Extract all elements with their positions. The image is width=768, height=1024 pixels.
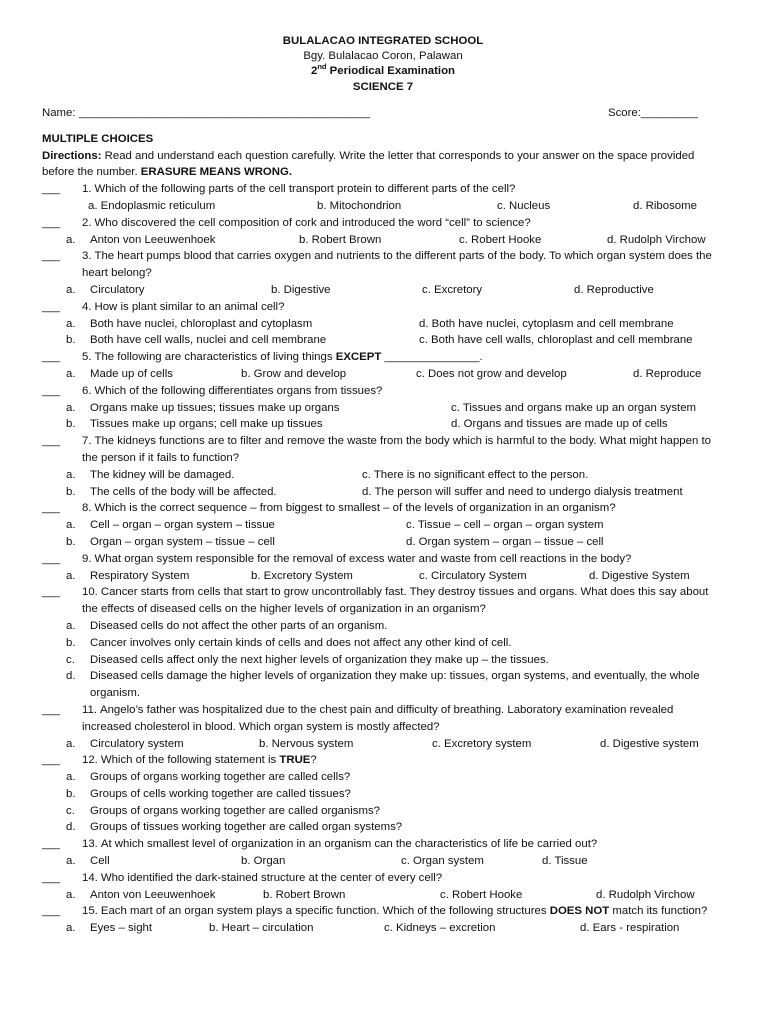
question-13 <box>42 836 724 853</box>
question-number: 6. <box>82 384 92 397</box>
choice-letter: a. <box>66 569 76 582</box>
question-text: The following are characteristics of living things <box>94 351 336 364</box>
question-text: The heart pumps blood that carries oxygen and nutrients to the different parts of the body. To which organ system does the heart belong? <box>82 250 712 280</box>
answer-blank[interactable]: ___ <box>42 871 60 884</box>
question-number: 4. <box>82 300 92 313</box>
answer-blank[interactable]: ___ <box>42 250 60 263</box>
question-number: 8. <box>82 502 92 515</box>
choice-b: b. Nervous system <box>259 737 354 750</box>
question-text: At which smallest level of organization in an organism can the characteristics of life be carried out? <box>100 838 598 851</box>
choice-a: Anton von Leeuwenhoek <box>90 233 216 246</box>
choice-b: b. Organ <box>241 855 286 868</box>
choice-b <box>42 635 724 652</box>
name-score-row <box>42 105 724 121</box>
question-6 <box>42 383 724 400</box>
question-number: 5. <box>82 351 92 364</box>
choice-d: d. Tissue <box>542 855 588 868</box>
choice-c: c. Organ system <box>401 855 484 868</box>
choice-d: d. Rudolph Virchow <box>607 233 706 246</box>
choice-c: c. Nucleus <box>497 200 551 212</box>
question-number: 7. <box>82 435 92 448</box>
choice-text: Groups of tissues working together are called organ systems? <box>90 821 403 834</box>
choice-a: Anton von Leeuwenhoek <box>90 888 216 901</box>
question-number: 13. <box>82 838 98 851</box>
exam-title: 2nd Periodical Examination <box>310 62 456 78</box>
answer-blank[interactable]: ___ <box>42 905 60 918</box>
choice-b: b. Robert Brown <box>263 888 346 901</box>
choice-d: d. Digestive System <box>589 569 690 582</box>
choice-c: c. Kidneys – excretion <box>384 922 496 935</box>
choice-text: Diseased cells damage the higher levels of organization they make up: tissues, organ systems, and eventually, the whole organism. <box>90 670 700 700</box>
answer-blank[interactable]: ___ <box>42 435 60 448</box>
choice-row <box>42 316 724 333</box>
answer-blank[interactable]: ___ <box>42 838 60 851</box>
choice-b: b. Robert Brown <box>299 233 382 246</box>
question-number: 14. <box>82 871 98 884</box>
choice-a: a. Endoplasmic reticulum <box>88 200 216 212</box>
question-text: Which is the correct sequence – from biggest to smallest – of the levels of organization in an organism? <box>94 502 616 515</box>
question-7 <box>42 433 724 467</box>
choice-row <box>42 853 724 870</box>
question-number: 3. <box>82 250 92 263</box>
choice-item: c. There is no significant effect to the person. <box>362 468 589 481</box>
choice-b <box>42 786 724 803</box>
choice-text: Groups of cells working together are called tissues? <box>90 787 351 800</box>
choice-a: Respiratory System <box>90 569 190 582</box>
choice-letter: c. <box>66 804 75 817</box>
choice-text: Diseased cells affect only the next higher levels of organization they make up – the tissues. <box>90 653 549 666</box>
section-title: MULTIPLE CHOICES <box>42 132 154 145</box>
choice-letter: a. <box>66 771 76 784</box>
choice-row <box>42 282 724 299</box>
choice-letter: a. <box>66 519 76 532</box>
question-number: 1. <box>82 183 92 196</box>
choice-a <box>42 769 724 786</box>
choice-letter: c. <box>66 653 75 666</box>
question-8 <box>42 500 724 517</box>
answer-blank[interactable]: ___ <box>42 586 60 599</box>
question-text: Who identified the dark-stained structure at the center of every cell? <box>100 871 443 884</box>
question-text: Cancer starts from cells that start to grow uncontrollably fast. They destroy tissues and organs. What does this say about the effects of diseased cells on the higher levels of organization in an organism? <box>82 586 709 616</box>
score-field: Score:_________ <box>608 106 698 119</box>
choice-b: b. Digestive <box>271 283 331 296</box>
choice-text: Groups of organs working together are called organisms? <box>90 804 380 817</box>
choice-item: d. Both have nuclei, cytoplasm and cell membrane <box>419 317 674 330</box>
question-11 <box>42 702 724 736</box>
choice-letter: d. <box>66 821 76 834</box>
question-5 <box>42 349 724 366</box>
choice-item: Both have nuclei, chloroplast and cytoplasm <box>90 317 313 330</box>
answer-blank[interactable]: ___ <box>42 552 60 565</box>
choice-item: c. Tissue – cell – organ – organ system <box>406 519 604 532</box>
question-text: How is plant similar to an animal cell? <box>94 300 285 313</box>
question-2 <box>42 215 724 232</box>
choice-row <box>42 534 724 551</box>
question-number: 10. <box>82 586 98 599</box>
question-text: Which of the following parts of the cell transport protein to different parts of the cell? <box>94 183 516 196</box>
choice-row <box>42 400 724 417</box>
choice-d <box>42 819 724 836</box>
choice-letter: a. <box>66 283 76 296</box>
question-text-end: match its function? <box>609 905 708 918</box>
choice-item: c. Both have cell walls, chloroplast and cell membrane <box>419 334 693 347</box>
choice-row <box>42 920 724 937</box>
choice-letter: a. <box>66 367 76 380</box>
choice-d: d. Reproduce <box>633 367 702 380</box>
choice-letter: b. <box>66 485 76 498</box>
school-address: Bgy. Bulalacao Coron, Palawan <box>303 50 463 63</box>
answer-blank[interactable]: ___ <box>42 754 60 767</box>
school-name: BULALACAO INTEGRATED SCHOOL <box>282 35 484 47</box>
directions: Directions: Read and understand each question carefully. Write the letter that corresponds to your answer on the space provided before the number. ERASURE MEANS WRONG. <box>42 149 695 179</box>
exam-header <box>42 34 724 95</box>
choice-d: d. Digestive system <box>600 737 699 750</box>
choice-letter: a. <box>66 468 76 481</box>
choice-item: d. Organ system – organ – tissue – cell <box>406 535 604 548</box>
question-14 <box>42 870 724 887</box>
choice-letter: a. <box>66 737 76 750</box>
question-4 <box>42 299 724 316</box>
choice-row <box>42 416 724 433</box>
choice-d: d. Ears - respiration <box>580 922 680 935</box>
question-text: Which of the following statement is <box>100 754 280 767</box>
choice-item: The cells of the body will be affected. <box>90 485 277 498</box>
question-text: Angelo’s father was hospitalized due to the chest pain and difficulty of breathing. Laboratory examination revealed increased cholesterol in blood. Which organ system is mostly affected? <box>82 703 674 733</box>
choice-c <box>42 652 724 669</box>
answer-blank[interactable]: ___ <box>42 183 60 196</box>
question-emphasis: TRUE <box>279 754 311 767</box>
question-text: The kidneys functions are to filter and remove the waste from the body which is harmful to the body. What might happen to the person if it fails to function? <box>82 435 711 464</box>
question-text: Who discovered the cell composition of cork and introduced the word “cell” to science? <box>94 216 531 229</box>
choice-item: d. The person will suffer and need to undergo dialysis treatment <box>362 485 683 498</box>
question-number: 2. <box>82 216 92 229</box>
choice-item: Tissues make up organs; cell make up tissues <box>90 418 323 431</box>
choice-b: b. Mitochondrion <box>317 200 402 212</box>
choice-row <box>42 736 724 753</box>
choice-item: c. Tissues and organs make up an organ system <box>451 401 697 414</box>
choice-text: Diseased cells do not affect the other parts of an organism. <box>90 619 388 632</box>
choice-row <box>42 232 724 249</box>
choice-a <box>42 618 724 635</box>
choice-letter: b. <box>66 334 76 347</box>
choice-a: Cell <box>90 855 110 868</box>
name-field: Name: ______________________________________________ <box>42 106 371 119</box>
question-emphasis: EXCEPT <box>335 351 382 364</box>
choice-item: Organs make up tissues; tissues make up organs <box>90 401 340 414</box>
choice-c <box>42 803 724 820</box>
question-list <box>42 181 724 937</box>
question-number: 9. <box>82 552 92 565</box>
choice-row <box>42 484 724 501</box>
choice-c: c. Circulatory System <box>419 569 527 582</box>
answer-blank[interactable]: ___ <box>42 351 60 364</box>
choice-a: Circulatory system <box>90 737 184 750</box>
choice-letter: b. <box>66 636 76 649</box>
question-text: Each mart of an organ system plays a specific function. Which of the following structures <box>100 905 550 918</box>
choice-letter: b. <box>66 535 76 548</box>
question-10 <box>42 584 724 618</box>
question-12 <box>42 752 724 769</box>
choice-a: Circulatory <box>90 283 145 296</box>
choice-item: Cell – organ – organ system – tissue <box>90 519 275 532</box>
choice-item: Both have cell walls, nuclei and cell membrane <box>90 334 327 347</box>
choice-c: c. Excretory system <box>432 737 532 750</box>
choice-letter: a. <box>66 888 76 901</box>
choice-d <box>42 668 724 702</box>
answer-blank[interactable]: ___ <box>42 502 60 515</box>
answer-blank[interactable]: ___ <box>42 300 60 313</box>
question-1 <box>42 181 724 198</box>
choice-c: c. Robert Hooke <box>440 888 523 901</box>
choice-d: d. Reproductive <box>574 283 654 296</box>
choice-a: Made up of cells <box>90 367 173 380</box>
choice-a: Eyes – sight <box>90 922 153 935</box>
choice-c: c. Excretory <box>422 283 483 296</box>
choice-letter: d. <box>66 670 76 683</box>
question-text: Which of the following differentiates organs from tissues? <box>94 384 383 397</box>
choice-row <box>42 366 724 383</box>
choice-row <box>42 198 724 215</box>
choice-row <box>42 467 724 484</box>
choice-c: c. Robert Hooke <box>459 233 542 246</box>
choice-letter: a. <box>66 619 76 632</box>
choice-text: Groups of organs working together are called cells? <box>90 771 351 784</box>
question-number: 15. <box>82 905 98 918</box>
choice-item: The kidney will be damaged. <box>90 468 235 481</box>
choice-letter: a. <box>66 922 76 935</box>
question-emphasis: DOES NOT <box>549 905 610 918</box>
subject-title: SCIENCE 7 <box>352 80 414 93</box>
choice-c: c. Does not grow and develop <box>416 367 567 380</box>
choice-b: b. Heart – circulation <box>209 922 314 935</box>
question-text-end: _______________. <box>381 351 483 364</box>
answer-blank[interactable]: ___ <box>42 384 60 397</box>
question-number: 12. <box>82 754 98 767</box>
answer-blank[interactable]: ___ <box>42 703 60 716</box>
choice-letter: a. <box>66 855 76 868</box>
choice-b: b. Excretory System <box>251 569 353 582</box>
choice-d: d. Rudolph Virchow <box>596 888 695 901</box>
answer-blank[interactable]: ___ <box>42 216 60 229</box>
choice-letter: a. <box>66 233 76 246</box>
choice-b: b. Grow and develop <box>241 367 347 380</box>
question-text: What organ system responsible for the removal of excess water and waste from cell reactions in the body? <box>94 552 632 565</box>
question-9 <box>42 551 724 568</box>
question-number: 11. <box>82 703 97 716</box>
question-text-end: ? <box>310 754 317 767</box>
choice-letter: a. <box>66 401 76 414</box>
choice-letter: a. <box>66 317 76 330</box>
choice-row <box>42 568 724 585</box>
choice-letter: b. <box>66 787 76 800</box>
question-15 <box>42 903 724 920</box>
choice-text: Cancer involves only certain kinds of cells and does not affect any other kind of cell. <box>90 636 512 649</box>
choice-row <box>42 887 724 904</box>
choice-row <box>42 332 724 349</box>
choice-item: Organ – organ system – tissue – cell <box>90 535 275 548</box>
choice-row <box>42 517 724 534</box>
choice-letter: b. <box>66 418 76 431</box>
question-3 <box>42 248 724 282</box>
choice-d: d. Ribosome <box>633 200 697 212</box>
choice-item: d. Organs and tissues are made up of cells <box>451 418 668 431</box>
